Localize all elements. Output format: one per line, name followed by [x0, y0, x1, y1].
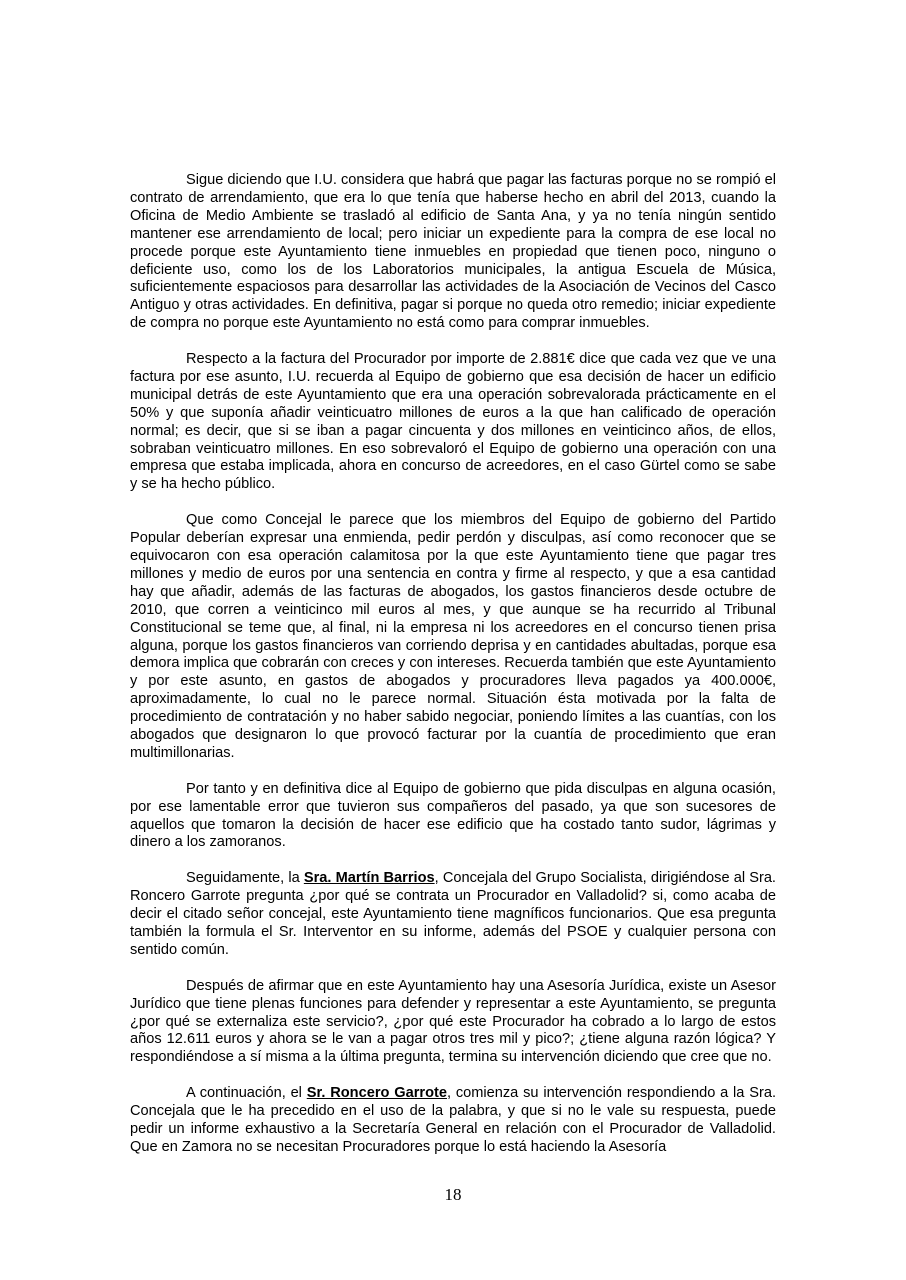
paragraph-iu-facturas: Sigue diciendo que I.U. considera que habrá que pagar las facturas porque no se rompió el contrato de arrendamiento, que era lo que tenía que haberse hecho en abril del 2013, cuando la Oficina de Medio Ambiente se trasladó al edificio de Santa Ana, y ya no tenía ningún sentido mantener ese arrendamiento de local; pero iniciar un expediente para la compra de ese local no procede porque este Ayuntamiento tiene inmuebles en propiedad que tienen poco, ninguno o deficiente uso, como los de los Laboratorios municipales, la antigua Escuela de Música, suficientemente espaciosos para desarrollar las actividades de la Asociación de Vecinos del Casco Antiguo y otras actividades. En definitiva, pagar si porque no queda otro remedio; iniciar expediente de compra no porque este Ayuntamiento no está como para comprar inmuebles. [130, 172, 776, 332]
paragraph-factura-procurador: Respecto a la factura del Procurador por importe de 2.881€ dice que cada vez que ve una factura por ese asunto, I.U. recuerda al Equipo de gobierno que esa decisión de hacer un edificio municipal detrás de este Ayuntamiento que era una operación sobrevalorada prácticamente en el 50% y que suponía añadir veinticuatro millones de euros a la que han calificado de operación normal; es decir, que si se iban a pagar cincuenta y dos millones en veinticinco años, de ellos, sobraban veinticuatro millones. En eso sobrevaloró el Equipo de gobierno una operación con una empresa que estaba implicada, ahora en concurso de acreedores, en el caso Gürtel como se sabe y se ha hecho público. [130, 351, 776, 493]
speaker-name: Sra. Martín Barrios [303, 870, 435, 887]
speaker-name: Sr. Roncero Garrote [306, 1085, 447, 1102]
paragraph-martin-barrios [130, 870, 776, 960]
paragraph-lead-text: A continuación, el [186, 1085, 307, 1102]
paragraph-asesoria-juridica: Después de afirmar que en este Ayuntamiento hay una Asesoría Jurídica, existe un Asesor Jurídico que tiene plenas funciones para defender y representar a este Ayuntamiento, se pregunta ¿por qué se externaliza este servicio?, ¿por qué este Procurador ha cobrado a lo largo de estos años 12.611 euros y ahora se le van a pagar otros tres mil y pico?; ¿tiene alguna razón lógica? Y respondiéndose a sí misma a la última pregunta, termina su intervención diciendo que cree que no. [130, 977, 776, 1066]
paragraph-rest-text: , Concejala del Grupo Socialista, dirigiéndose al Sra. Roncero Garrote pregunta ¿por qué se contrata un Procurador en Valladolid? si, como acaba de decir el citado señor concejal, este Ayuntamiento tiene magníficos funcionarios. Que esa pregunta también la formula el Sr. Interventor en su informe, además del PSOE y cualquier persona con sentido común. [130, 870, 776, 958]
document-body [130, 172, 776, 1175]
paragraph-lead-text: Seguidamente, la [186, 870, 304, 887]
paragraph-rest-text: , comienza su intervención respondiendo a la Sra. Concejala que le ha precedido en el uso de la palabra, y que si no le vale su respuesta, puede pedir un informe exhaustivo a la Secretaría General en relación con el Procurador de Valladolid. Que en Zamora no se necesitan Procuradores porque lo está haciendo la Asesoría [130, 1085, 777, 1155]
paragraph-roncero-garrote [130, 1085, 776, 1157]
paragraph-pida-disculpas: Por tanto y en definitiva dice al Equipo de gobierno que pida disculpas en alguna ocasión, por ese lamentable error que tuvieron sus compañeros del pasado, ya que son sucesores de aquellos que tomaron la decisión de hacer ese edificio que ha costado tanto sudor, lágrimas y dinero a los zamoranos. [130, 780, 776, 851]
page-number: 18 [444, 1185, 462, 1204]
paragraph-enmienda-disculpas: Que como Concejal le parece que los miembros del Equipo de gobierno del Partido Popular deberían expresar una enmienda, pedir perdón y disculpas, así como reconocer que se equivocaron con esa operación calamitosa por la que este Ayuntamiento tiene que pagar tres millones y medio de euros por una sentencia en contra y firme al respecto, y que a esa cantidad hay que añadir, además de las facturas de abogados, los gastos financieros desde octubre de 2010, que corren a veinticinco mil euros al mes, y que aunque se ha recurrido al Tribunal Constitucional se teme que, al final, ni la empresa ni los acreedores en el concurso tienen prisa alguna, porque los gastos financieros van corriendo deprisa y en cantidades abultadas, porque esa demora implica que cobrarán con creces y con intereses. Recuerda también que este Ayuntamiento y por este asunto, en gastos de abogados y procuradores lleva pagados ya 400.000€, aproximadamente, lo cual no le parece normal. Situación ésta motivada por la falta de procedimiento de contratación y no haber sabido negociar, poniendo límites a las cuantías, con los abogados que designaron lo que provocó facturar por la cuantía de procedimiento que eran multimillonarias. [130, 512, 776, 761]
